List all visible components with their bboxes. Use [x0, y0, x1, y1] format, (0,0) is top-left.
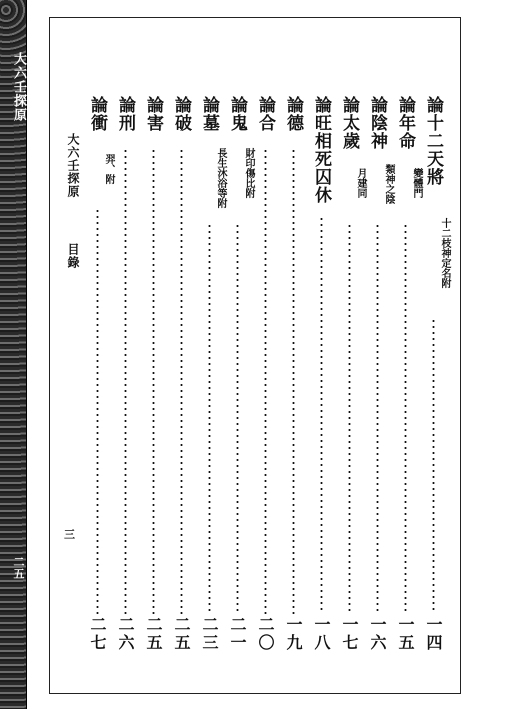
entry-page: 一五	[396, 616, 415, 652]
entry-title: 論太歲	[339, 96, 359, 150]
entry-title: 論破	[171, 96, 191, 132]
entry-title: 論德	[283, 96, 303, 132]
spine-book-title: 大六壬探原	[11, 52, 26, 122]
entry-title: 論年命	[395, 96, 415, 150]
entry-title: 論衝	[87, 96, 107, 132]
dot-leader	[404, 223, 407, 614]
entry-title: 論害	[143, 96, 163, 132]
entry-title: 論鬼	[227, 96, 247, 132]
dot-leader	[432, 318, 435, 614]
dot-leader	[376, 223, 379, 614]
entry-note: 變體門	[411, 168, 422, 198]
dot-leader	[292, 148, 295, 614]
dot-leader	[180, 148, 183, 614]
entry-title: 論合	[255, 96, 275, 132]
entry-title: 論十二天將	[423, 96, 443, 186]
entry-title: 論墓	[199, 96, 219, 132]
book-title: 大六壬探原	[66, 133, 80, 198]
entry-page: 二五	[144, 616, 163, 652]
dot-leader	[236, 223, 239, 614]
entry-note: 月建同	[355, 168, 366, 198]
dot-leader	[208, 223, 211, 614]
entry-page: 一九	[284, 616, 303, 652]
entry-note: 類神之陰	[383, 164, 394, 204]
entry-page: 二六	[116, 616, 135, 652]
entry-title: 論刑	[115, 96, 135, 132]
entry-page: 二五	[172, 616, 191, 652]
entry-note: 羿、附	[103, 154, 114, 184]
section-label: 目錄	[66, 243, 80, 269]
entry-page: 二七	[88, 616, 107, 652]
page-mark: 三	[64, 528, 75, 541]
page-frame	[49, 17, 461, 694]
decorative-spine	[0, 0, 27, 709]
entry-page: 二一	[228, 616, 247, 652]
entry-note: 十二枝神定名附	[439, 218, 450, 288]
spine-page-number: 二五	[12, 556, 25, 580]
dot-leader	[96, 208, 99, 614]
dot-leader	[348, 223, 351, 614]
entry-page: 一四	[424, 616, 443, 652]
entry-page: 二〇	[256, 616, 275, 652]
entry-page: 一七	[340, 616, 359, 652]
entry-page: 一八	[312, 616, 331, 652]
dot-leader	[264, 148, 267, 614]
dot-leader	[124, 148, 127, 614]
entry-page: 二三	[200, 616, 219, 652]
entry-note: 財印傷比附	[243, 148, 254, 198]
dot-leader	[152, 148, 155, 614]
entry-title: 論陰神	[367, 96, 387, 150]
dot-leader	[320, 216, 323, 614]
entry-title: 論旺相死囚休	[311, 96, 331, 204]
entry-note: 長生沐浴等附	[215, 148, 226, 208]
entry-page: 一六	[368, 616, 387, 652]
